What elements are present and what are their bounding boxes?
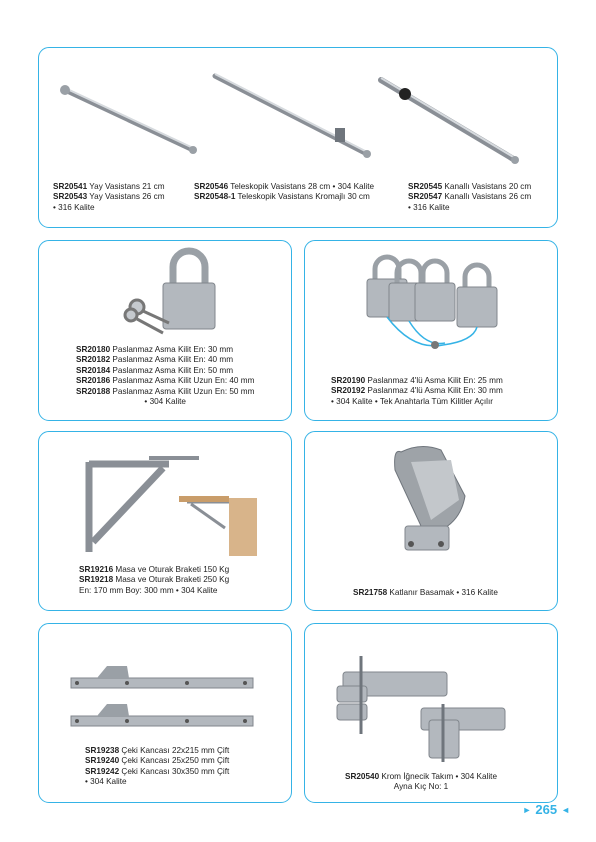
product-card-hooks [38, 623, 292, 803]
product-card-window-stays [38, 47, 558, 228]
marker-left-icon: ► [522, 804, 532, 815]
product-card-pintle [304, 623, 558, 803]
bracket-caption: SR19216 Masa ve Oturak Braketi 150 Kg SR19218 Masa ve Oturak Braketi 250 Kg En: 170 mm Boy: 300 mm • 304 Kalite [79, 565, 230, 595]
bracket-image [79, 452, 269, 562]
telescopic-stay-image [207, 70, 377, 170]
channel-stay-image [375, 74, 525, 174]
stay-caption-3: SR20545 Kanallı Vasistans 20 cm SR20547 Kanallı Vasistans 26 cm • 316 Kalite [408, 182, 532, 212]
padlock-image [111, 249, 231, 344]
product-card-bracket [38, 431, 292, 611]
product-card-padlock-set [304, 240, 558, 421]
padlock-set-caption: SR20190 Paslanmaz 4'lü Asma Kilit En: 25 mm SR20192 Paslanmaz 4'lü Asma Kilit En: 30 mm • 304 Kalite • Tek Anahtarla Tüm Kilitler Açılır [331, 376, 503, 406]
product-card-padlocks [38, 240, 292, 421]
page-number [522, 802, 570, 817]
pintle-set-image [331, 644, 511, 764]
step-caption: SR21758 Katlanır Basamak • 316 Kalite [353, 588, 498, 597]
folding-step-image [381, 440, 501, 570]
page-number-label: 265 [535, 802, 558, 817]
pintle-caption: SR20540 Krom İğnecik Takım • 304 Kalite Ayna Kıç No: 1 [345, 772, 498, 792]
marker-right-icon: ◄ [561, 804, 570, 815]
hook-image [67, 660, 257, 750]
hook-caption: SR19238 Çeki Kancası 22x215 mm Çift SR19240 Çeki Kancası 25x250 mm Çift SR19242 Çeki Kancası 30x350 mm Çift • 304 Kalite [85, 746, 230, 787]
stay-caption-2: SR20546 Teleskopik Vasistans 28 cm • 304 Kalite SR20548-1 Teleskopik Vasistans Kromajlı 30 cm [194, 182, 375, 202]
spring-stay-image [53, 78, 203, 168]
product-card-step [304, 431, 558, 611]
stay-caption-1: SR20541 Yay Vasistans 21 cm SR20543 Yay Vasistans 26 cm • 316 Kalite [53, 182, 165, 212]
padlock-set-image [353, 255, 513, 365]
padlock-caption: SR20180 Paslanmaz Asma Kilit En: 30 mm SR20182 Paslanmaz Asma Kilit En: 40 mm SR20184 Paslanmaz Asma Kilit En: 50 mm SR20186 Paslanmaz Asma Kilit Uzun En: 40 mm SR20188 Paslanmaz Asma Kilit Uzun En: 50 mm • 304 Kalite [76, 345, 255, 407]
